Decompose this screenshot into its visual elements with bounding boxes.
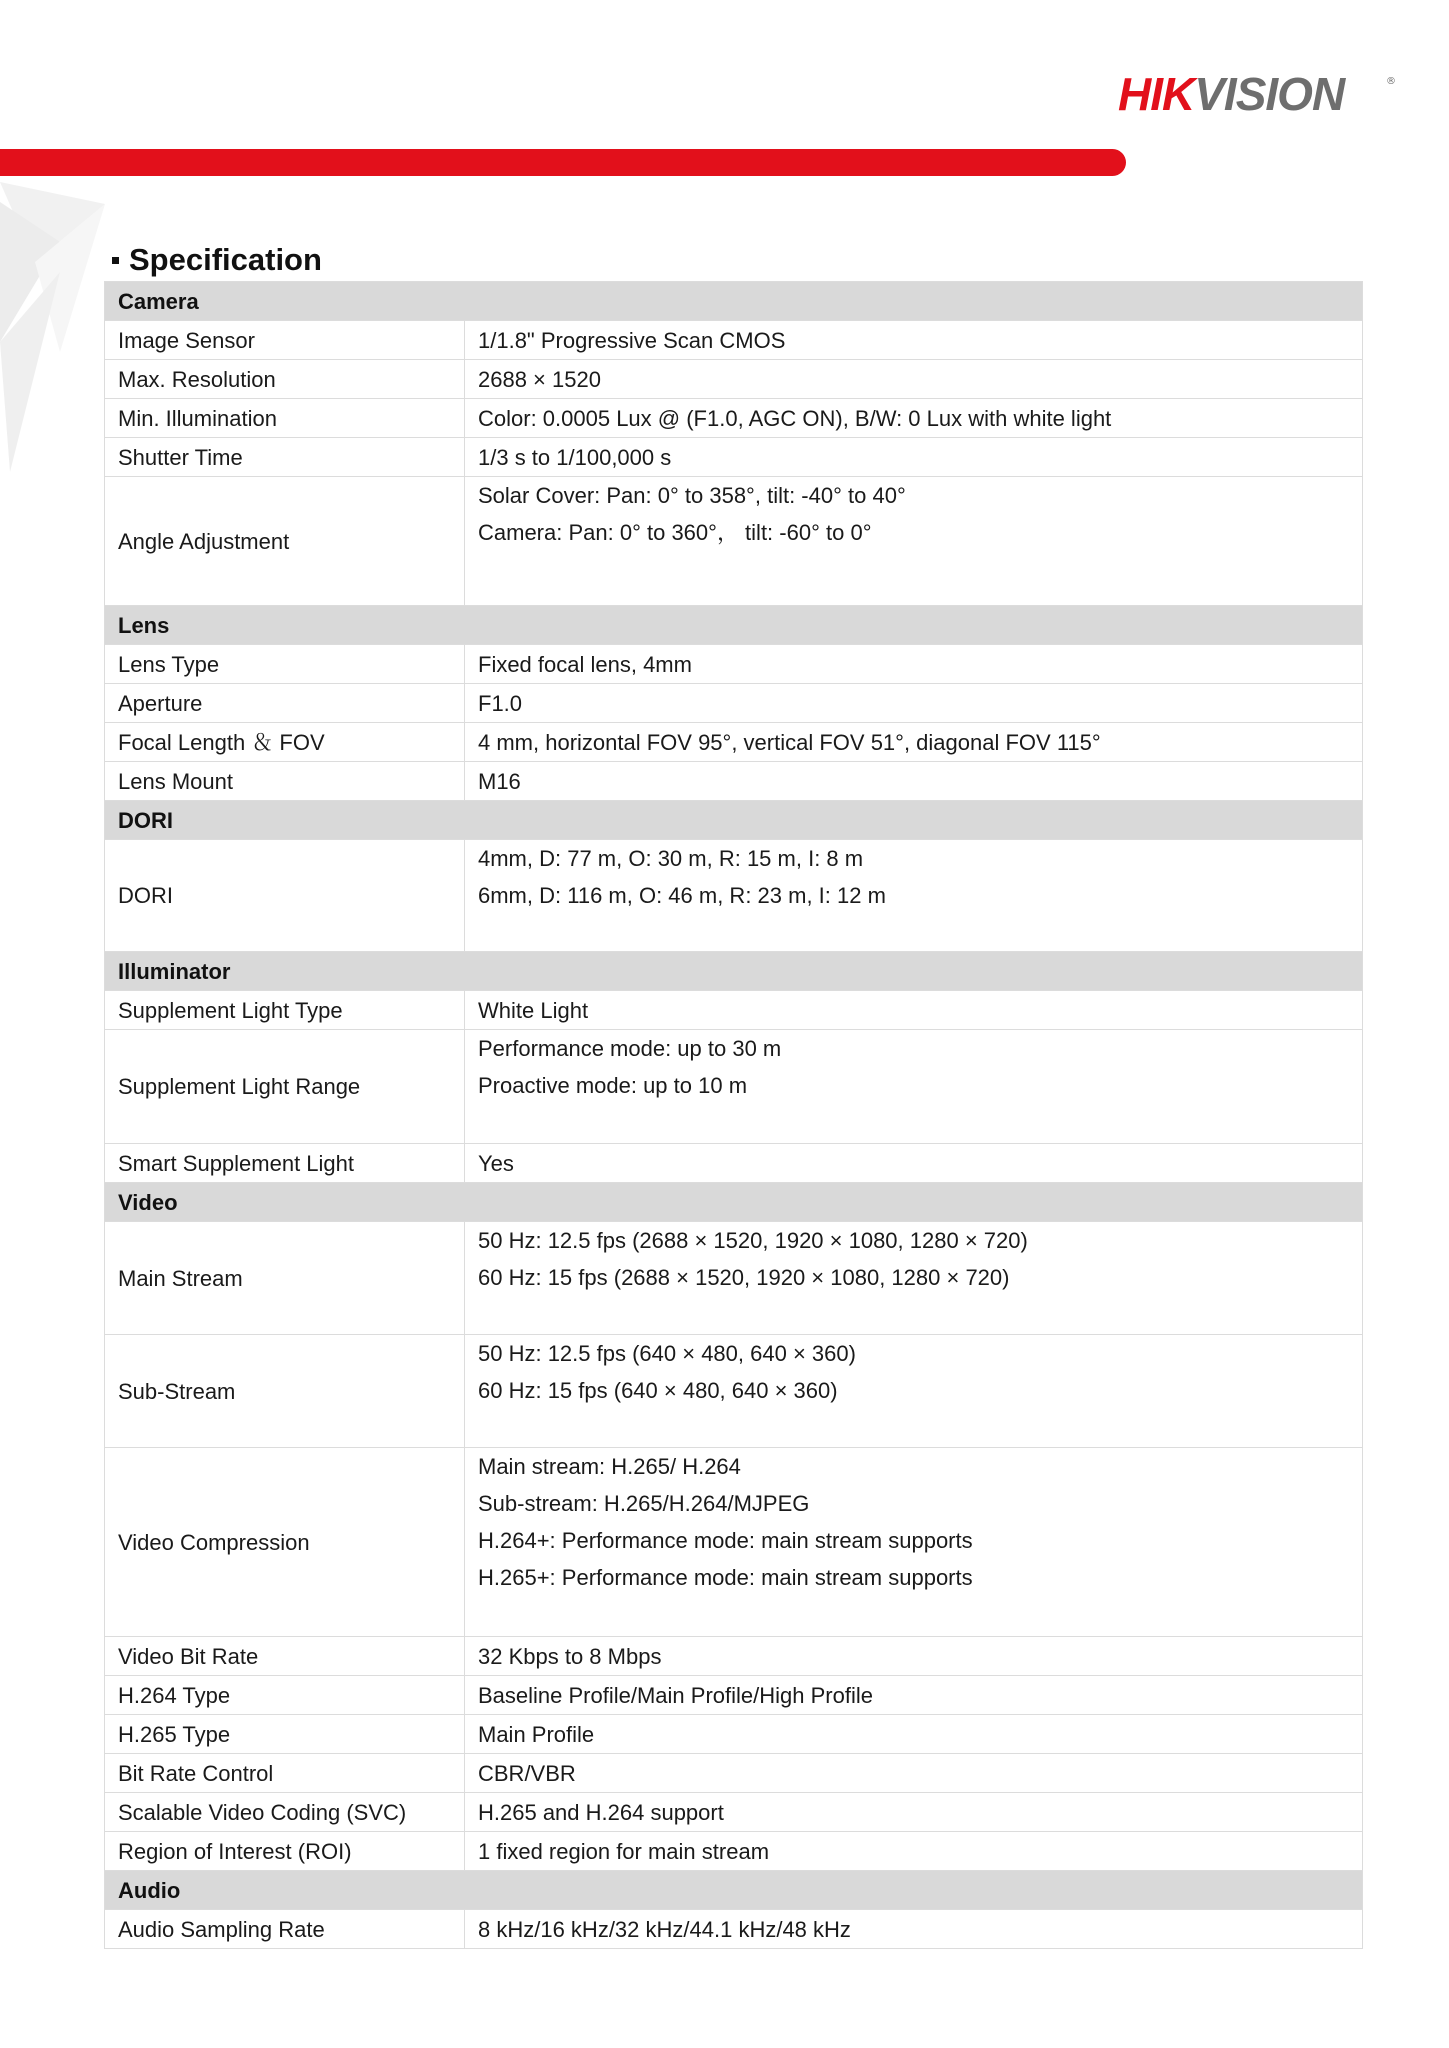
- spec-value-line: Proactive mode: up to 10 m: [478, 1073, 748, 1098]
- spec-label: Shutter Time: [105, 438, 465, 477]
- spec-value: Yes: [465, 1144, 1363, 1183]
- spec-label: Focal Length ＆ FOV: [105, 723, 465, 762]
- spec-value: 1/3 s to 1/100,000 s: [465, 438, 1363, 477]
- spec-value: M16: [465, 762, 1363, 801]
- spec-value-line: 6mm, D: 116 m, O: 46 m, R: 23 m, I: 12 m: [478, 883, 886, 908]
- spec-value: [465, 1030, 1363, 1144]
- spec-value-line: Main stream: H.265/ H.264: [478, 1454, 741, 1479]
- spec-value: [465, 477, 1363, 606]
- spec-value: Baseline Profile/Main Profile/High Profile: [465, 1676, 1363, 1715]
- spec-row: [105, 1222, 1363, 1335]
- spec-row: [105, 1448, 1363, 1637]
- spec-value-line: 60 Hz: 15 fps (2688 × 1520, 1920 × 1080, 1280 × 720): [478, 1265, 1010, 1290]
- spec-label: Region of Interest (ROI): [105, 1832, 465, 1871]
- spec-value-line: Solar Cover: Pan: 0° to 358°, tilt: -40° to 40°: [478, 483, 906, 508]
- svg-text:HIKVISION: [1118, 68, 1346, 120]
- spec-value: 8 kHz/16 kHz/32 kHz/44.1 kHz/48 kHz: [465, 1910, 1363, 1949]
- spec-row: [105, 477, 1363, 606]
- spec-value: White Light: [465, 991, 1363, 1030]
- spec-label: Scalable Video Coding (SVC): [105, 1793, 465, 1832]
- spec-row: [105, 1715, 1363, 1754]
- spec-value: [465, 1448, 1363, 1637]
- spec-label: Smart Supplement Light: [105, 1144, 465, 1183]
- spec-label: H.265 Type: [105, 1715, 465, 1754]
- spec-row: [105, 438, 1363, 477]
- spec-value-line: Sub-stream: H.265/H.264/MJPEG: [478, 1491, 810, 1516]
- spec-value: 1/1.8" Progressive Scan CMOS: [465, 321, 1363, 360]
- group-title: Video: [105, 1183, 1363, 1222]
- spec-value-line: 50 Hz: 12.5 fps (2688 × 1520, 1920 × 1080, 1280 × 720): [478, 1228, 1028, 1253]
- svg-text:®: ®: [1386, 76, 1396, 87]
- spec-value: H.265 and H.264 support: [465, 1793, 1363, 1832]
- spec-label: Max. Resolution: [105, 360, 465, 399]
- spec-label: Sub-Stream: [105, 1335, 465, 1448]
- spec-value: Fixed focal lens, 4mm: [465, 645, 1363, 684]
- spec-value: [465, 1335, 1363, 1448]
- spec-label: H.264 Type: [105, 1676, 465, 1715]
- spec-label: Main Stream: [105, 1222, 465, 1335]
- spec-row: [105, 762, 1363, 801]
- spec-row: [105, 1335, 1363, 1448]
- spec-value-line: 50 Hz: 12.5 fps (640 × 480, 640 × 360): [478, 1341, 856, 1366]
- spec-row: [105, 1910, 1363, 1949]
- spec-row: [105, 360, 1363, 399]
- spec-label: Lens Type: [105, 645, 465, 684]
- decorative-triangles: [0, 182, 110, 472]
- spec-label: Video Bit Rate: [105, 1637, 465, 1676]
- group-header-row: [105, 606, 1363, 645]
- spec-value: [465, 840, 1363, 952]
- spec-label: Video Compression: [105, 1448, 465, 1637]
- spec-value: 32 Kbps to 8 Mbps: [465, 1637, 1363, 1676]
- spec-value-line: 4mm, D: 77 m, O: 30 m, R: 15 m, I: 8 m: [478, 846, 864, 871]
- spec-row: [105, 1637, 1363, 1676]
- spec-row: [105, 991, 1363, 1030]
- spec-label: Min. Illumination: [105, 399, 465, 438]
- spec-label: Supplement Light Type: [105, 991, 465, 1030]
- spec-value: F1.0: [465, 684, 1363, 723]
- spec-row: [105, 1144, 1363, 1183]
- spec-row: [105, 1793, 1363, 1832]
- section-title-text: Specification: [129, 242, 322, 277]
- spec-row: [105, 645, 1363, 684]
- spec-value: [465, 1222, 1363, 1335]
- spec-row: [105, 399, 1363, 438]
- section-title: [112, 240, 322, 280]
- group-header-row: [105, 801, 1363, 840]
- header-red-bar: [0, 149, 1126, 176]
- spec-label: Lens Mount: [105, 762, 465, 801]
- spec-row: [105, 1832, 1363, 1871]
- spec-label: Aperture: [105, 684, 465, 723]
- group-title: Audio: [105, 1871, 1363, 1910]
- logo-vision: VISION: [1194, 68, 1345, 120]
- spec-row: [105, 684, 1363, 723]
- spec-row: [105, 840, 1363, 952]
- group-title: Illuminator: [105, 952, 1363, 991]
- spec-label: Bit Rate Control: [105, 1754, 465, 1793]
- spec-value-line: 60 Hz: 15 fps (640 × 480, 640 × 360): [478, 1378, 838, 1403]
- spec-value: 2688 × 1520: [465, 360, 1363, 399]
- spec-value-line: Camera: Pan: 0° to 360°， tilt: -60° to 0°: [478, 520, 872, 545]
- spec-value: 1 fixed region for main stream: [465, 1832, 1363, 1871]
- spec-value-line: Performance mode: up to 30 m: [478, 1036, 782, 1061]
- group-header-row: [105, 1183, 1363, 1222]
- spec-value: CBR/VBR: [465, 1754, 1363, 1793]
- spec-row: [105, 1676, 1363, 1715]
- group-header-row: [105, 282, 1363, 321]
- group-title: Camera: [105, 282, 1363, 321]
- spec-label: Supplement Light Range: [105, 1030, 465, 1144]
- spec-value: 4 mm, horizontal FOV 95°, vertical FOV 51°, diagonal FOV 115°: [465, 723, 1363, 762]
- spec-row: [105, 1754, 1363, 1793]
- spec-value-line: H.265+: Performance mode: main stream supports: [478, 1565, 973, 1590]
- spec-row: [105, 321, 1363, 360]
- group-header-row: [105, 1871, 1363, 1910]
- spec-value: Main Profile: [465, 1715, 1363, 1754]
- specification-table: [104, 281, 1363, 1949]
- spec-row: [105, 723, 1363, 762]
- spec-label: DORI: [105, 840, 465, 952]
- spec-label: Audio Sampling Rate: [105, 1910, 465, 1949]
- spec-label: Image Sensor: [105, 321, 465, 360]
- title-bullet: [112, 257, 119, 264]
- spec-value: Color: 0.0005 Lux @ (F1.0, AGC ON), B/W: 0 Lux with white light: [465, 399, 1363, 438]
- group-header-row: [105, 952, 1363, 991]
- group-title: Lens: [105, 606, 1363, 645]
- logo-hik: HIK: [1118, 68, 1195, 120]
- hikvision-logo: [1118, 64, 1398, 124]
- spec-row: [105, 1030, 1363, 1144]
- group-title: DORI: [105, 801, 1363, 840]
- spec-value-line: H.264+: Performance mode: main stream supports: [478, 1528, 973, 1553]
- spec-label: Angle Adjustment: [105, 477, 465, 606]
